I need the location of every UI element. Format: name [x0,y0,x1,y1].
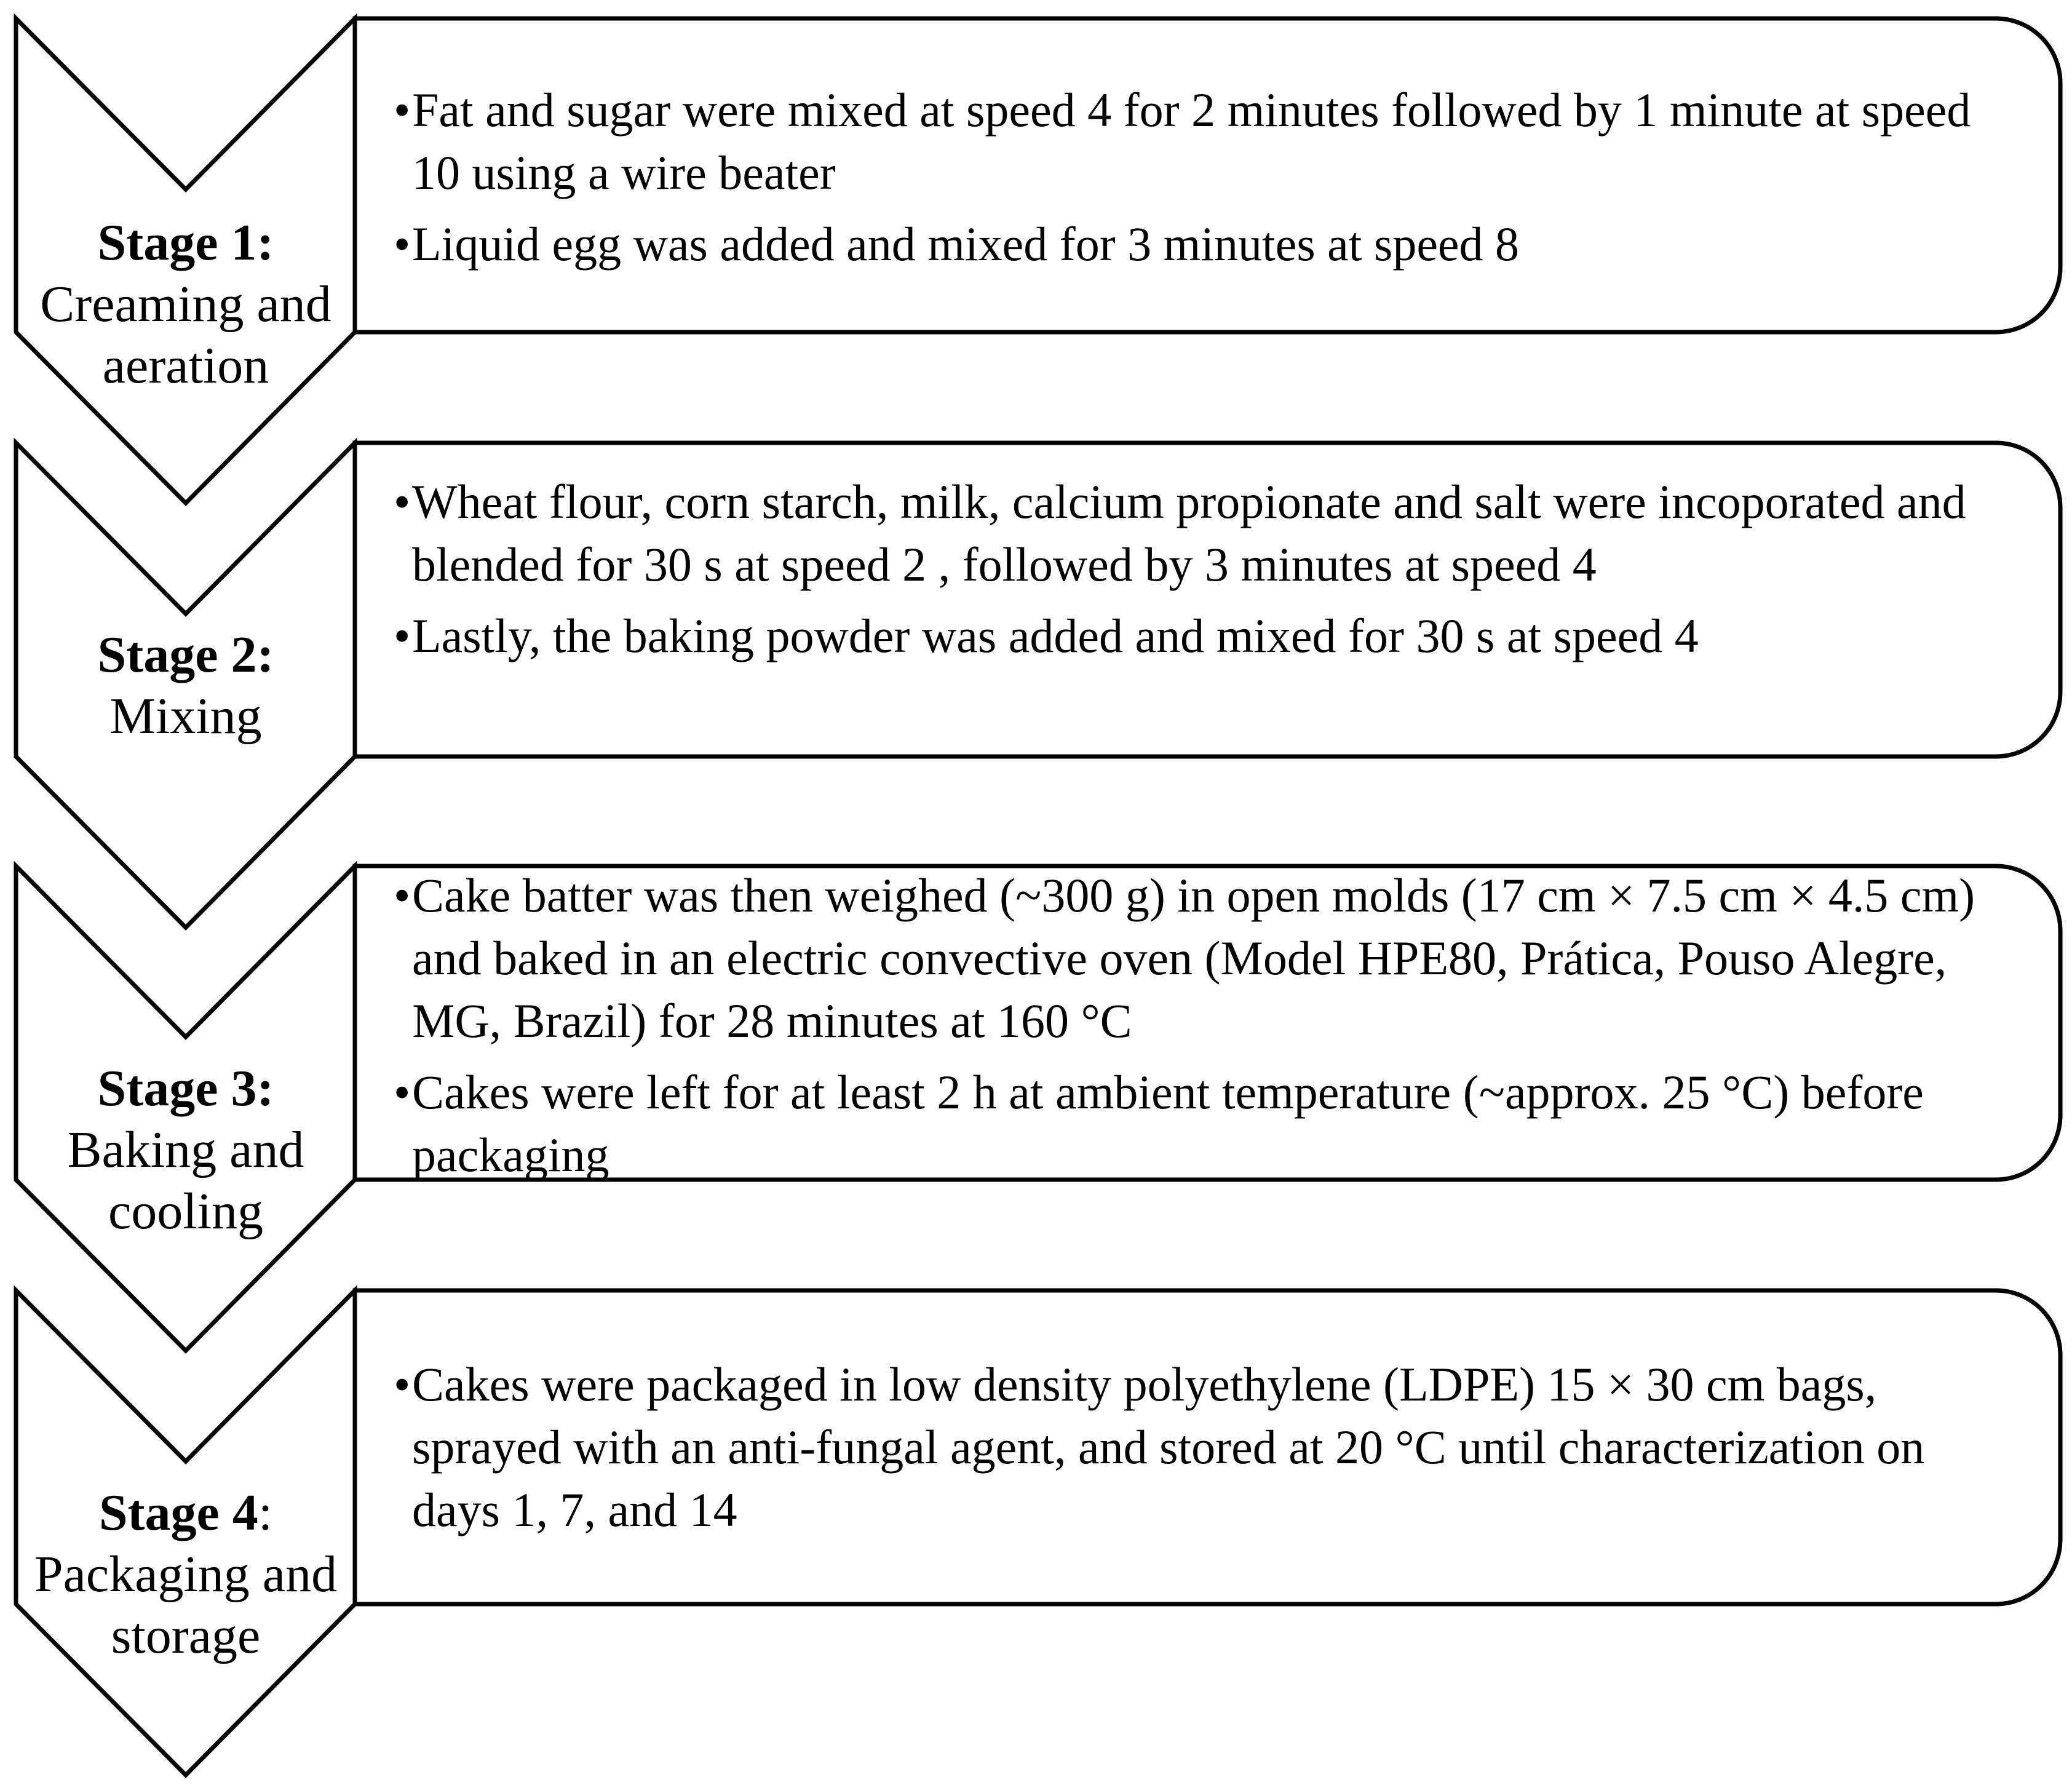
stage-2-name: Mixing [109,688,262,745]
bullet-icon: • [394,1357,411,1411]
bullet-text: Cakes were left for at least 2 h at ambient temperature (~approx. 25 °C) before packaging [412,1065,1924,1182]
stage-4-label [14,1482,358,1667]
bullet-icon: • [394,475,411,528]
bullet-icon: • [394,868,411,922]
stage-3-label [14,1058,358,1242]
bullet-text: Lastly, the baking powder was added and mixed for 30 s at speed 4 [412,609,1699,662]
stage-1-name: Creaming and aeration [40,276,331,394]
stage-1-text [394,79,2017,284]
stage-2-number: Stage 2: [97,626,274,683]
stage-3-text [394,864,2017,1195]
stage-2-bullet-2 [394,605,2017,667]
stage-1-number: Stage 1: [97,214,274,271]
stage-4-text [394,1353,2017,1550]
stage-3-bullet-2 [394,1061,2017,1186]
stage-2-label [14,624,358,747]
stage-1-bullet-1 [394,79,2017,204]
bullet-icon: • [394,217,411,271]
bullet-text: Cakes were packaged in low density polyethylene (LDPE) 15 × 30 cm bags, sprayed with an anti-fungal agent, and stored at 20 °C until characterization on days 1, 7, and 14 [412,1357,1925,1536]
bullet-text: Wheat flour, corn starch, milk, calcium propionate and salt were incoporated and blended for 30 s at speed 2 , followed by 3 minutes at speed 4 [412,475,1966,591]
stage-1-bullet-2 [394,213,2017,276]
stage-3-number: Stage 3: [97,1060,274,1117]
stage-3-name: Baking and cooling [67,1121,304,1240]
bullet-icon: • [394,609,411,662]
bullet-icon: • [394,1065,411,1119]
stage-4-bullet-1 [394,1353,2017,1541]
stage-2-bullet-1 [394,471,2017,596]
stage-2-text [394,471,2017,676]
bullet-text: Cake batter was then weighed (~300 g) in open molds (17 cm × 7.5 cm × 4.5 cm) and baked in an electric convective oven (Model HPE80, Prática, Pouso Alegre, MG, Brazil) for 28 minutes at 160 °C [412,868,1975,1047]
stage-3-bullet-1 [394,864,2017,1052]
stage-4-name: Packaging and storage [34,1546,338,1664]
bullet-text: Liquid egg was added and mixed for 3 minutes at speed 8 [412,217,1520,271]
bullet-icon: • [394,83,411,137]
bullet-text: Fat and sugar were mixed at speed 4 for 2 minutes followed by 1 minute at speed 10 using a wire beater [412,83,1971,199]
stage-4-number: Stage 4: [98,1484,273,1541]
stage-1-label [14,212,358,397]
